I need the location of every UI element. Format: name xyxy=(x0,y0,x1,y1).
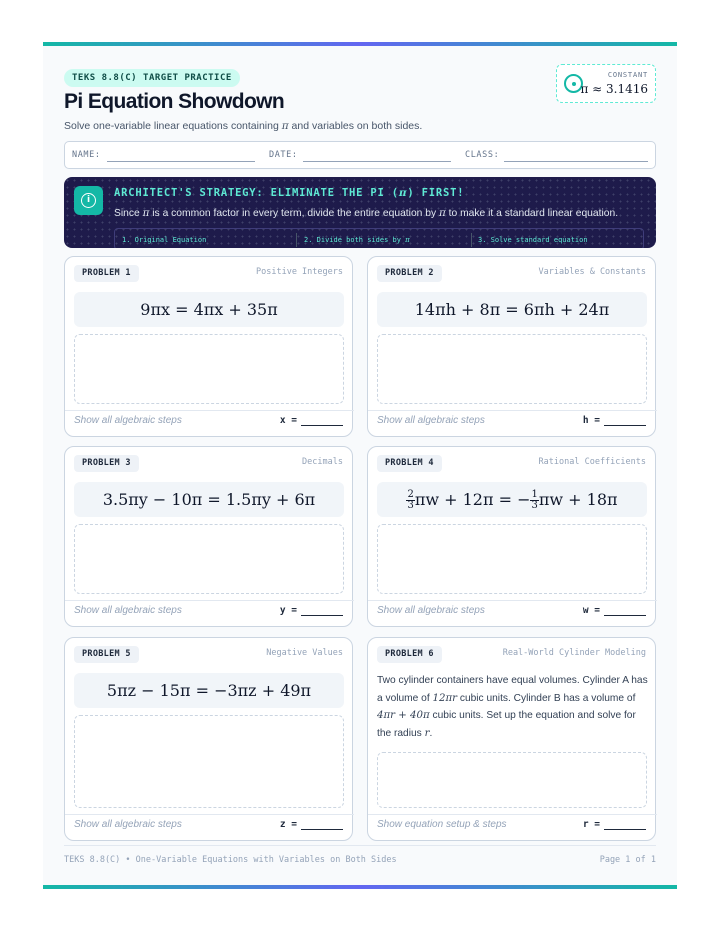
card-divider xyxy=(368,600,657,601)
problem-card-4 xyxy=(367,446,656,627)
student-info-row xyxy=(64,141,656,169)
card-divider xyxy=(65,600,354,601)
problem-category: Rational Coefficients xyxy=(538,457,646,467)
step-divider xyxy=(471,233,472,247)
top-accent-bar xyxy=(43,42,677,46)
footer-divider xyxy=(64,845,656,846)
problem-card-2 xyxy=(367,256,656,437)
work-area[interactable] xyxy=(377,524,647,594)
card-divider xyxy=(368,814,657,815)
fraction: $\frac{1}{3}$ xyxy=(531,489,538,511)
strategy-step-3: 3. Solve standard equation xyxy=(478,236,588,244)
steps-hint: Show all algebraic steps xyxy=(377,415,485,426)
problem-card-5 xyxy=(64,637,353,841)
problem-card-6 xyxy=(367,637,656,841)
steps-hint: Show all algebraic steps xyxy=(74,819,182,830)
problem-label: PROBLEM 4 xyxy=(377,455,442,472)
work-area[interactable] xyxy=(74,334,344,404)
steps-hint: Show all algebraic steps xyxy=(74,415,182,426)
strategy-title: ARCHITECT'S STRATEGY: ELIMINATE THE PI (π) FIRST! xyxy=(114,187,465,199)
steps-hint: Show equation setup & steps xyxy=(377,819,507,830)
problem-label: PROBLEM 1 xyxy=(74,265,139,282)
word-problem-text: Two cylinder containers have equal volumes. Cylinder A has a volume of 12πr cubic units. Cylinder B has a volume of 4πr + 40π cubic units. Set up the equation and solve for the radius r. xyxy=(377,675,648,739)
strategy-step-1: 1. Original Equation xyxy=(122,236,207,244)
info-icon: i xyxy=(74,186,103,215)
problem-category: Decimals xyxy=(302,457,343,467)
problem-equation: 9πx = 4πx + 35π xyxy=(74,292,344,327)
work-area[interactable] xyxy=(74,524,344,594)
strategy-step-2: 2. Divide both sides by π xyxy=(304,236,410,244)
footer-page-number: Page 1 of 1 xyxy=(599,855,656,865)
name-field[interactable] xyxy=(107,161,255,162)
answer-blank[interactable]: r = xyxy=(583,819,646,830)
step-divider xyxy=(296,233,297,247)
answer-blank[interactable]: x = xyxy=(280,415,343,426)
answer-blank[interactable]: z = xyxy=(280,819,343,830)
bottom-accent-bar xyxy=(43,885,677,889)
page-title: Pi Equation Showdown xyxy=(64,90,285,113)
steps-hint: Show all algebraic steps xyxy=(377,605,485,616)
class-field[interactable] xyxy=(504,161,648,162)
problem-equation: 5πz − 15π = −3πz + 49π xyxy=(74,673,344,708)
work-area[interactable] xyxy=(377,752,647,808)
problem-label: PROBLEM 3 xyxy=(74,455,139,472)
problem-category: Variables & Constants xyxy=(538,267,646,277)
problem-label: PROBLEM 2 xyxy=(377,265,442,282)
answer-blank[interactable]: y = xyxy=(280,605,343,616)
steps-hint: Show all algebraic steps xyxy=(74,605,182,616)
footer-standard: TEKS 8.8(C) • One-Variable Equations with Variables on Both Sides xyxy=(64,855,397,865)
page-subtitle: Solve one-variable linear equations containing π and variables on both sides. xyxy=(64,120,423,132)
problem-equation: 3.5πy − 10π = 1.5πy + 6π xyxy=(74,482,344,517)
strategy-steps xyxy=(114,228,644,248)
fraction: $\frac{2}{3}$ xyxy=(407,489,414,511)
card-divider xyxy=(368,410,657,411)
teks-badge: TEKS 8.8(C) TARGET PRACTICE xyxy=(64,69,240,87)
date-label: DATE: xyxy=(269,150,298,160)
constant-label: CONSTANT xyxy=(607,71,648,79)
work-area[interactable] xyxy=(74,715,344,808)
strategy-banner xyxy=(64,177,656,248)
constant-value: π ≈ 3.1416 xyxy=(580,82,648,96)
class-label: CLASS: xyxy=(465,150,500,160)
answer-blank[interactable]: h = xyxy=(583,415,646,426)
name-label: NAME: xyxy=(72,150,101,160)
card-divider xyxy=(65,410,354,411)
date-field[interactable] xyxy=(303,161,451,162)
strategy-text: Since π is a common factor in every term, divide the entire equation by π to make it a standard linear equation. xyxy=(114,207,619,219)
problem-card-1 xyxy=(64,256,353,437)
problem-equation: 14πh + 8π = 6πh + 24π xyxy=(377,292,647,327)
problem-category: Negative Values xyxy=(266,648,343,658)
problem-category: Positive Integers xyxy=(256,267,343,277)
pi-constant-box xyxy=(556,64,656,103)
card-divider xyxy=(65,814,354,815)
answer-blank[interactable]: w = xyxy=(583,605,646,616)
worksheet-page xyxy=(43,42,677,889)
work-area[interactable] xyxy=(377,334,647,404)
problem-card-3 xyxy=(64,446,353,627)
problem-equation: $\frac{2}{3}$ πw + 12π = − $\frac{1}{3}$ πw + 18π xyxy=(377,482,647,517)
problem-label: PROBLEM 6 xyxy=(377,646,442,663)
problem-category: Real-World Cylinder Modeling xyxy=(502,648,646,658)
problem-label: PROBLEM 5 xyxy=(74,646,139,663)
